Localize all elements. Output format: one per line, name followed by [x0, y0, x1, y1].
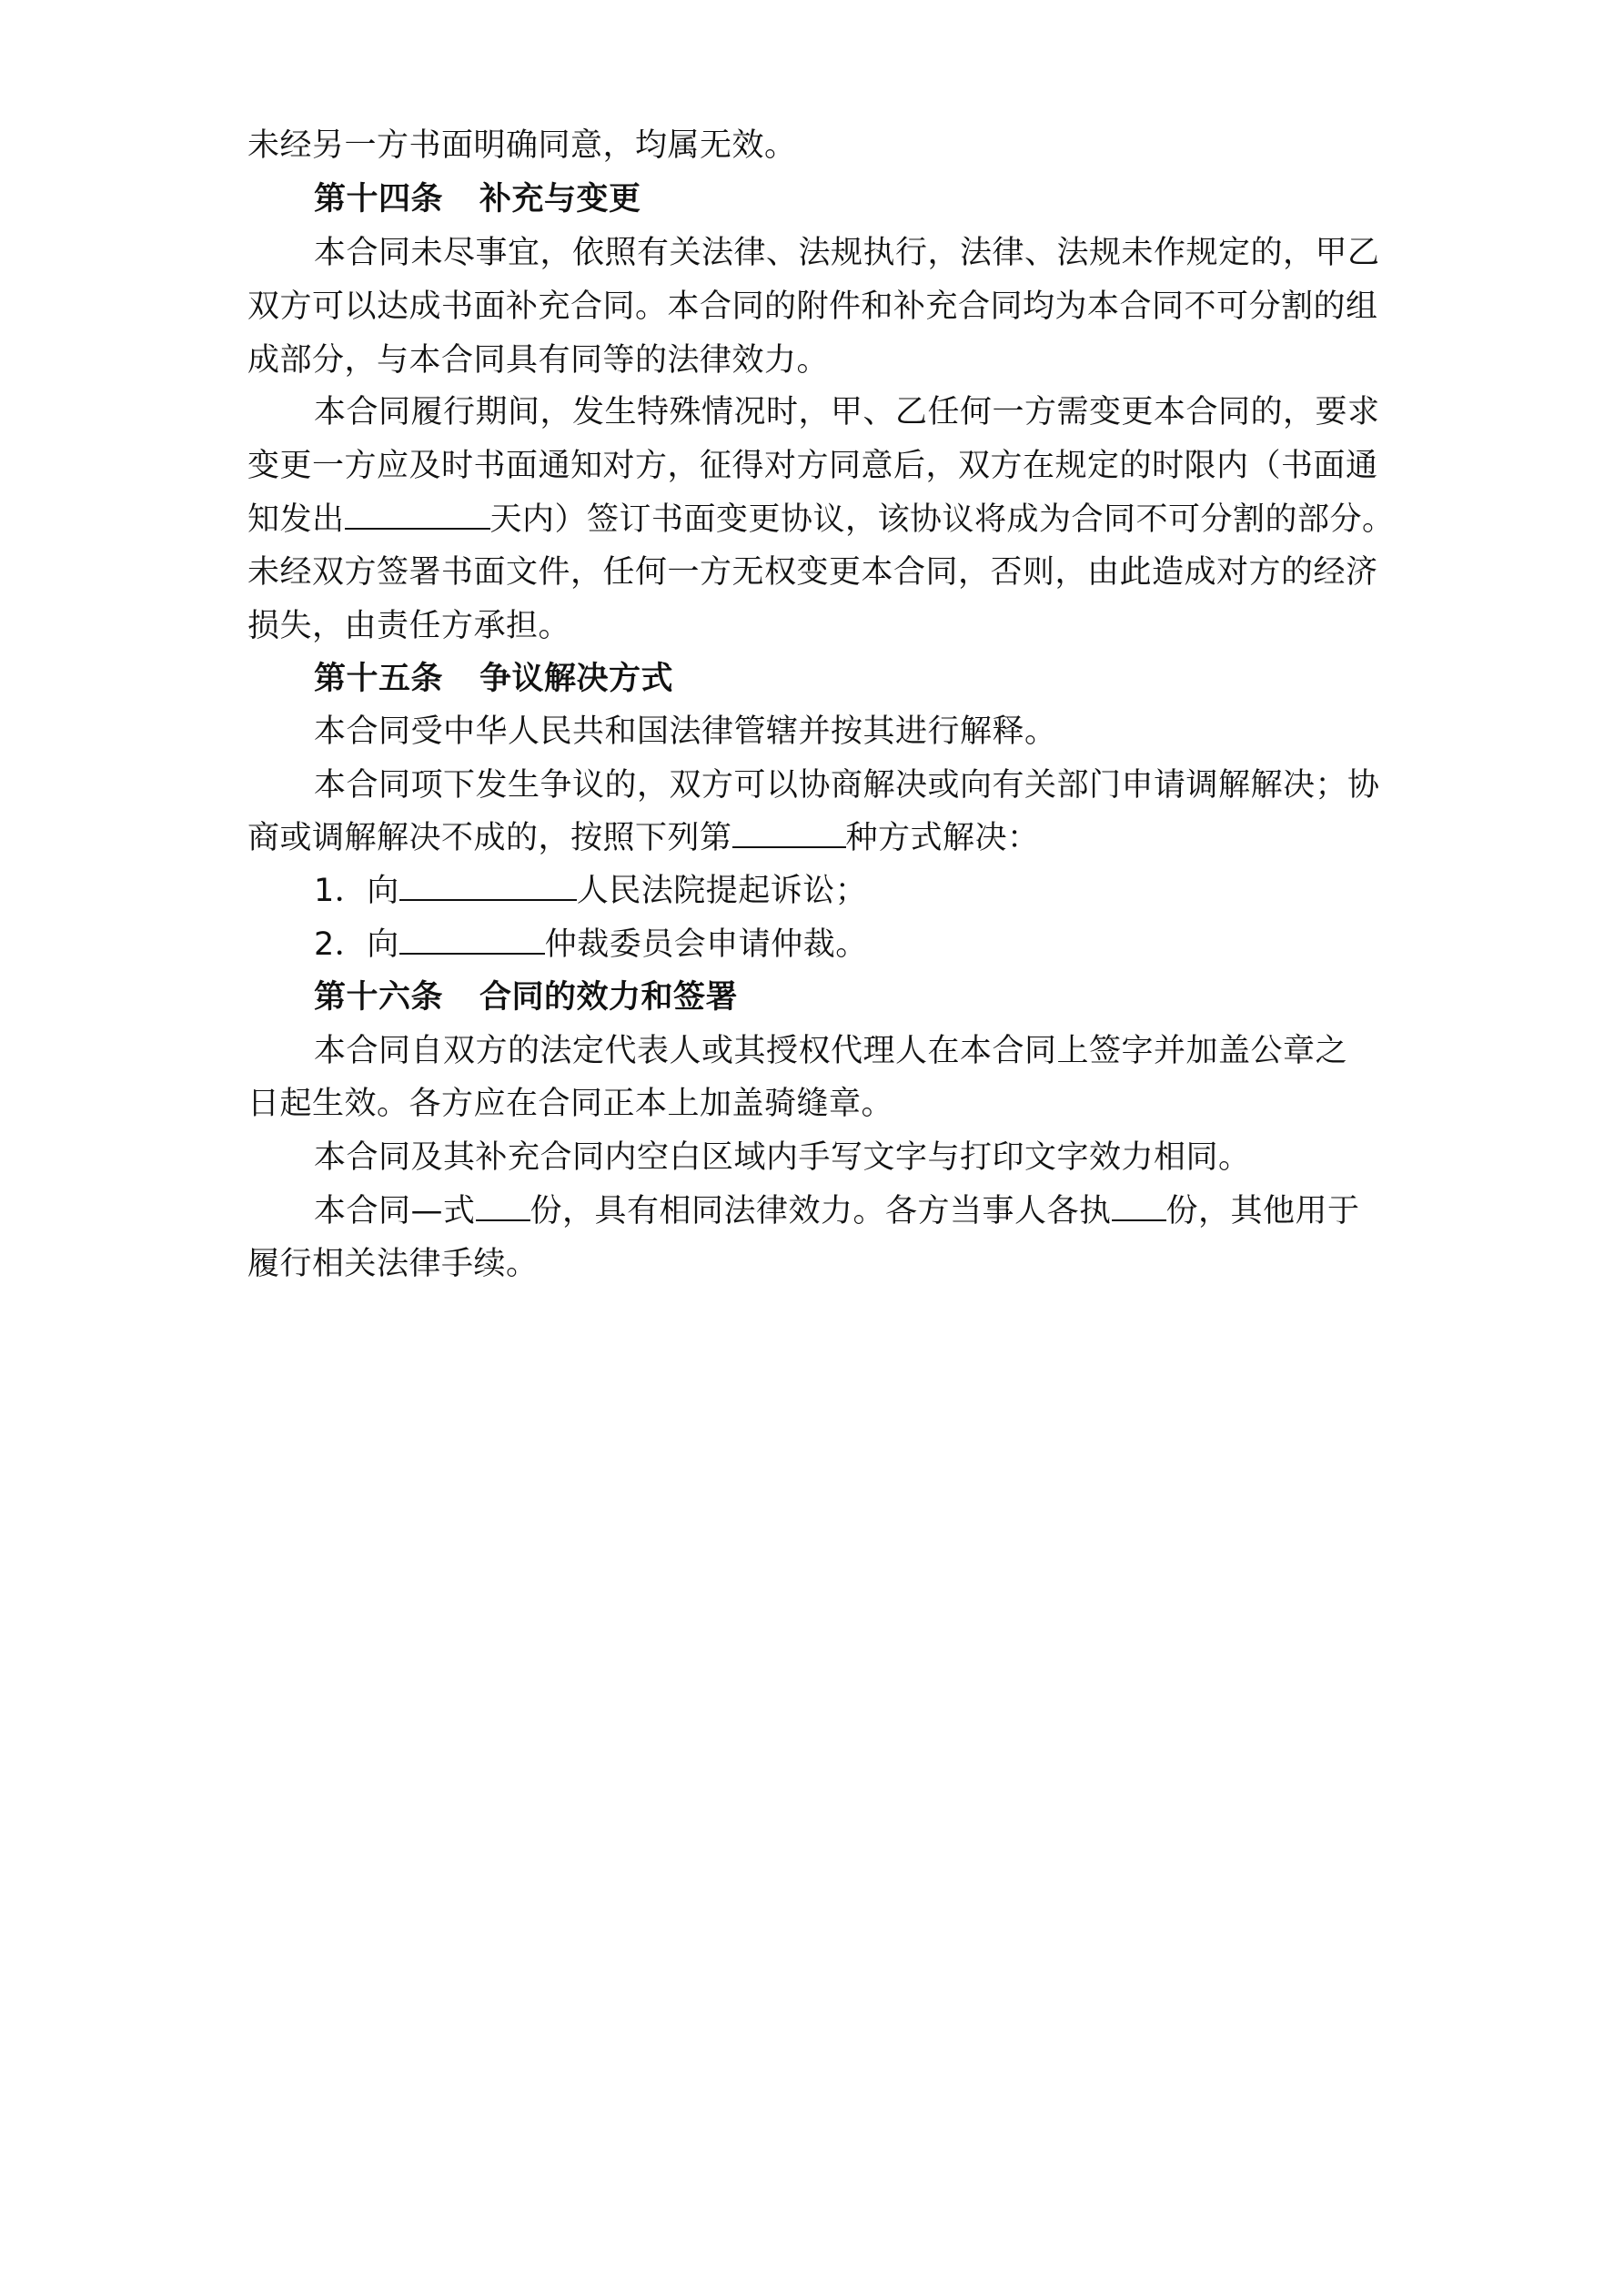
article-16-heading [314, 977, 1394, 1017]
article-title: 补充与变更 [479, 181, 641, 217]
fill-in-blank[interactable] [1112, 1192, 1166, 1221]
text-segment: 2．向 [314, 926, 399, 963]
article-15-heading [314, 659, 1394, 699]
text-segment: 人民法院提起诉讼； [576, 873, 868, 909]
option-2 [314, 925, 1394, 965]
fill-in-blank[interactable] [399, 925, 545, 955]
text-line: 本合同项下发生争议的，双方可以协商解决或向有关部门申请调解解决；协 [314, 767, 1380, 804]
text-segment: 1．向 [314, 873, 399, 909]
text-line: 未经双方签署书面文件，任何一方无权变更本合同，否则，由此造成对方的经济 [247, 554, 1378, 591]
text-line: 本合同及其补充合同内空白区域内手写文字与打印文字效力相同。 [314, 1139, 1251, 1176]
text-segment: 种方式解决： [845, 820, 1040, 856]
fill-in-blank[interactable] [732, 819, 846, 848]
text-segment: 仲裁委员会申请仲裁。 [544, 926, 868, 963]
article-number: 第十六条 [314, 979, 444, 1016]
text-segment: 天内）签订书面变更协议，该协议将成为合同不可分割的部分。 [489, 501, 1395, 538]
text-segment: 本合同—式 [314, 1193, 476, 1229]
article-14-heading [314, 179, 1394, 219]
text-line: 本合同受中华人民共和国法律管辖并按其进行解释。 [314, 713, 1057, 750]
fill-in-blank[interactable] [345, 501, 490, 530]
fill-in-blank[interactable] [399, 872, 577, 901]
article-number: 第十五条 [314, 661, 444, 697]
article-number: 第十四条 [314, 181, 444, 217]
text-line: 双方可以达成书面补充合同。本合同的附件和补充合同均为本合同不可分割的组 [247, 288, 1378, 325]
text-line: 损失，由责任方承担。 [247, 608, 571, 644]
article-title: 合同的效力和签署 [479, 979, 739, 1016]
text-line: 日起生效。各方应在合同正本上加盖骑缝章。 [247, 1086, 894, 1122]
text-line: 本合同履行期间，发生特殊情况时，甲、乙任何一方需变更本合同的，要求 [314, 394, 1380, 430]
text-line: 本合同自双方的法定代表人或其授权代理人在本合同上签字并加盖公章之 [314, 1033, 1348, 1069]
text-line: 成部分，与本合同具有同等的法律效力。 [247, 342, 830, 379]
text-segment: 份，其他用于 [1165, 1193, 1360, 1229]
text-line: 变更一方应及时书面通知对方，征得对方同意后，双方在规定的时限内（书面通 [247, 448, 1378, 484]
option-1 [314, 871, 1394, 911]
article-title: 争议解决方式 [479, 661, 674, 697]
text-line [247, 500, 1394, 540]
text-line: 未经另一方书面明确同意，均属无效。 [247, 127, 797, 164]
text-line [247, 818, 1394, 858]
fill-in-blank[interactable] [476, 1192, 530, 1221]
text-segment: 商或调解解决不成的，按照下列第 [247, 820, 732, 856]
text-line: 本合同未尽事宜，依照有关法律、法规执行，法律、法规未作规定的，甲乙 [314, 235, 1380, 271]
text-line [314, 1191, 1394, 1231]
text-segment: 份，具有相同法律效力。各方当事人各执 [530, 1193, 1112, 1229]
text-segment: 知发出 [247, 501, 345, 538]
text-line: 履行相关法律手续。 [247, 1246, 539, 1282]
